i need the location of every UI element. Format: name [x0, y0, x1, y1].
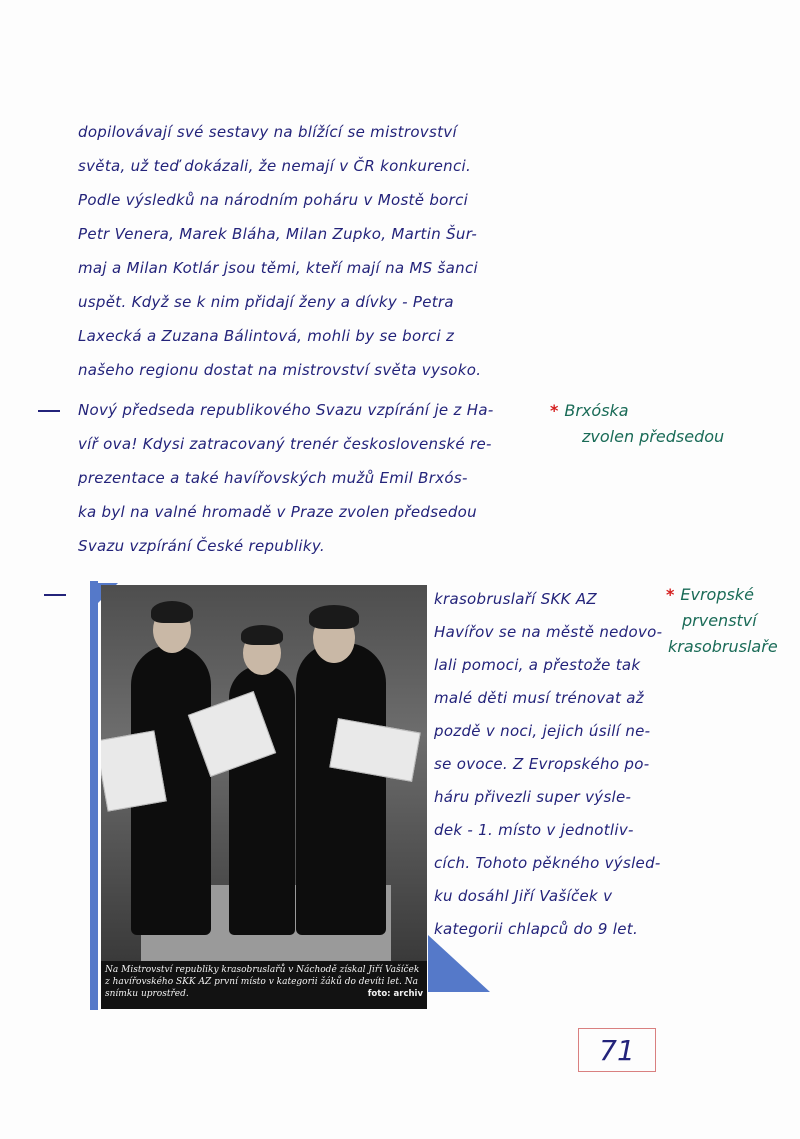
- asterisk-icon: *: [666, 585, 675, 604]
- page-number: 71: [578, 1028, 656, 1072]
- skater-right: [296, 643, 386, 935]
- text-line: dek - 1. místo v jednotliv-: [434, 821, 634, 839]
- text-line: lali pomoci, a přestože tak: [434, 656, 641, 674]
- text-line: kategorii chlapců do 9 let.: [434, 920, 639, 938]
- note-line: Brxóska: [564, 401, 629, 420]
- text-line: ka byl na valné hromadě v Praze zvolen předsedou: [78, 503, 477, 521]
- margin-note-european: [666, 582, 778, 660]
- text-line: Podle výsledků na národním poháru v Mostě borci: [78, 191, 469, 209]
- note-line: zvolen předsedou: [582, 427, 725, 446]
- text-line: ku dosáhl Jiří Vašíček v: [434, 887, 613, 905]
- text-line: krasobruslaří SKK AZ: [434, 590, 598, 608]
- text-line: Nový předseda republikového Svazu vzpírání je z Ha-: [78, 401, 494, 419]
- bullet-dash: [44, 594, 66, 596]
- text-line: dopilovávají své sestavy na blížící se mistrovství: [78, 123, 457, 141]
- text-line: se ovoce. Z Evropského po-: [434, 755, 650, 773]
- frame-left-bar: [90, 581, 98, 1010]
- skater-hair: [309, 605, 359, 629]
- text-line: uspět. Když se k nim přidají ženy a dívky - Petra: [78, 293, 454, 311]
- note-line: prvenství: [682, 611, 757, 630]
- skater-hair: [241, 625, 283, 645]
- text-line: malé děti musí trénovat až: [434, 689, 644, 707]
- text-line: víř ova! Kdysi zatracovaný trenér československé re-: [78, 435, 492, 453]
- note-line: krasobruslaře: [668, 637, 778, 656]
- text-line: maj a Milan Kotlár jsou těmi, kteří mají na MS šanci: [78, 259, 478, 277]
- text-line: světa, už teď dokázali, že nemají v ČR konkurenci.: [78, 157, 472, 175]
- podium-photo: [101, 585, 427, 961]
- text-line: Svazu vzpírání České republiky.: [78, 537, 325, 555]
- note-line: Evropské: [680, 585, 754, 604]
- text-line: prezentace a také havířovských mužů Emil Brxós-: [78, 469, 468, 487]
- asterisk-icon: *: [550, 401, 559, 420]
- skater-hair: [151, 601, 193, 623]
- text-line: Laxecká a Zuzana Bálintová, mohli by se borci z: [78, 327, 455, 345]
- text-line: háru přivezli super výsle-: [434, 788, 632, 806]
- text-line: našeho regionu dostat na mistrovství světa vysoko.: [78, 361, 482, 379]
- text-line: cích. Tohoto pěkného výsled-: [434, 854, 661, 872]
- photo-credit: foto: archiv: [367, 989, 423, 999]
- text-line: Havířov se na městě nedovo-: [434, 623, 663, 641]
- photo-caption-text: Na Mistrovství republiky krasobruslařů v Náchodě získal Jiří Vašíček z havířovského SKK AZ první místo v kategorii žáků do devíti let. Na snímku uprostřed.: [105, 965, 420, 999]
- text-line: Petr Venera, Marek Bláha, Milan Zupko, Martin Šur-: [78, 225, 478, 243]
- photo-caption: [101, 961, 427, 1009]
- paragraph-3: [434, 583, 662, 946]
- text-line: pozdě v noci, jejich úsilí ne-: [434, 722, 651, 740]
